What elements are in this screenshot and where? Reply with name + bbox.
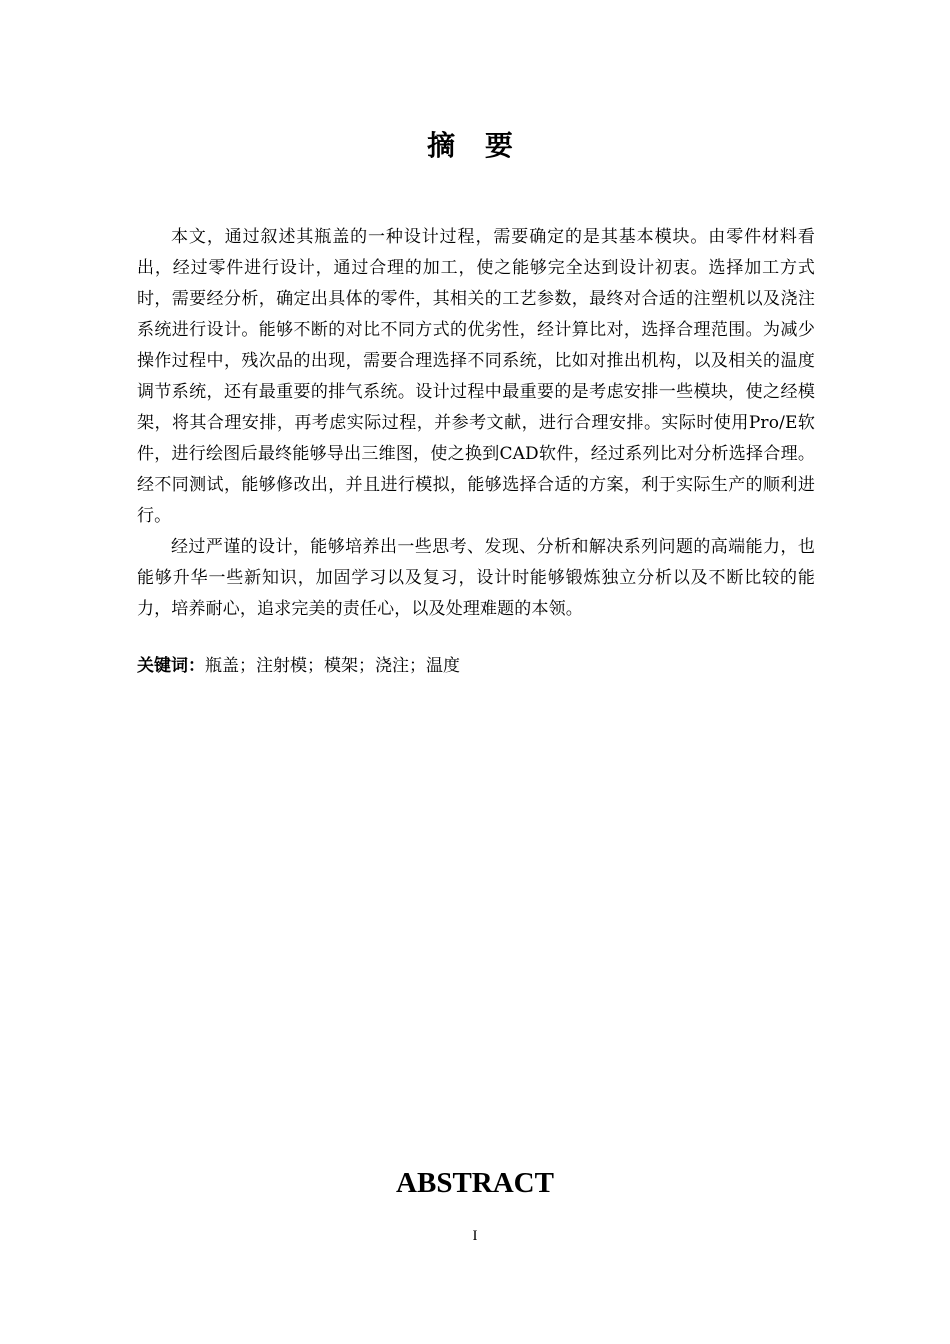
page-number: I: [472, 1228, 478, 1244]
keywords-line: [137, 651, 815, 682]
english-abstract-title: ABSTRACT: [396, 1167, 554, 1199]
keywords-label: 关键词：: [137, 656, 205, 676]
abstract-paragraph-2: 经过严谨的设计，能够培养出一些思考、发现、分析和解决系列问题的高端能力，也能够升华一些新知识，加固学习以及复习，设计时能够锻炼独立分析以及不断比较的能力，培养耐心，追求完美的责任心，以及处理难题的本领。: [137, 537, 815, 619]
abstract-body: [137, 222, 815, 625]
abstract-paragraph-1: 本文，通过叙述其瓶盖的一种设计过程，需要确定的是其基本模块。由零件材料看出，经过零件进行设计，通过合理的加工，使之能够完全达到设计初衷。选择加工方式时，需要经分析，确定出具体的零件，其相关的工艺参数，最终对合适的注塑机以及浇注系统进行设计。能够不断的对比不同方式的优劣性，经计算比对，选择合理范围。为减少操作过程中，残次品的出现，需要合理选择不同系统，比如对推出机构，以及相关的温度调节系统，还有最重要的排气系统。设计过程中最重要的是考虑安排一些模块，使之经模架，将其合理安排，再考虑实际过程，并参考文献，进行合理安排。实际时使用Pro/E软件，进行绘图后最终能够导出三维图，使之换到CAD软件，经过系列比对分析选择合理。经不同测试，能够修改出，并且进行模拟，能够选择合适的方案，利于实际生产的顺利进行。: [137, 227, 815, 526]
keywords-text: 瓶盖；注射模；模架；浇注；温度: [205, 656, 460, 676]
page-title: 摘 要: [427, 129, 523, 162]
